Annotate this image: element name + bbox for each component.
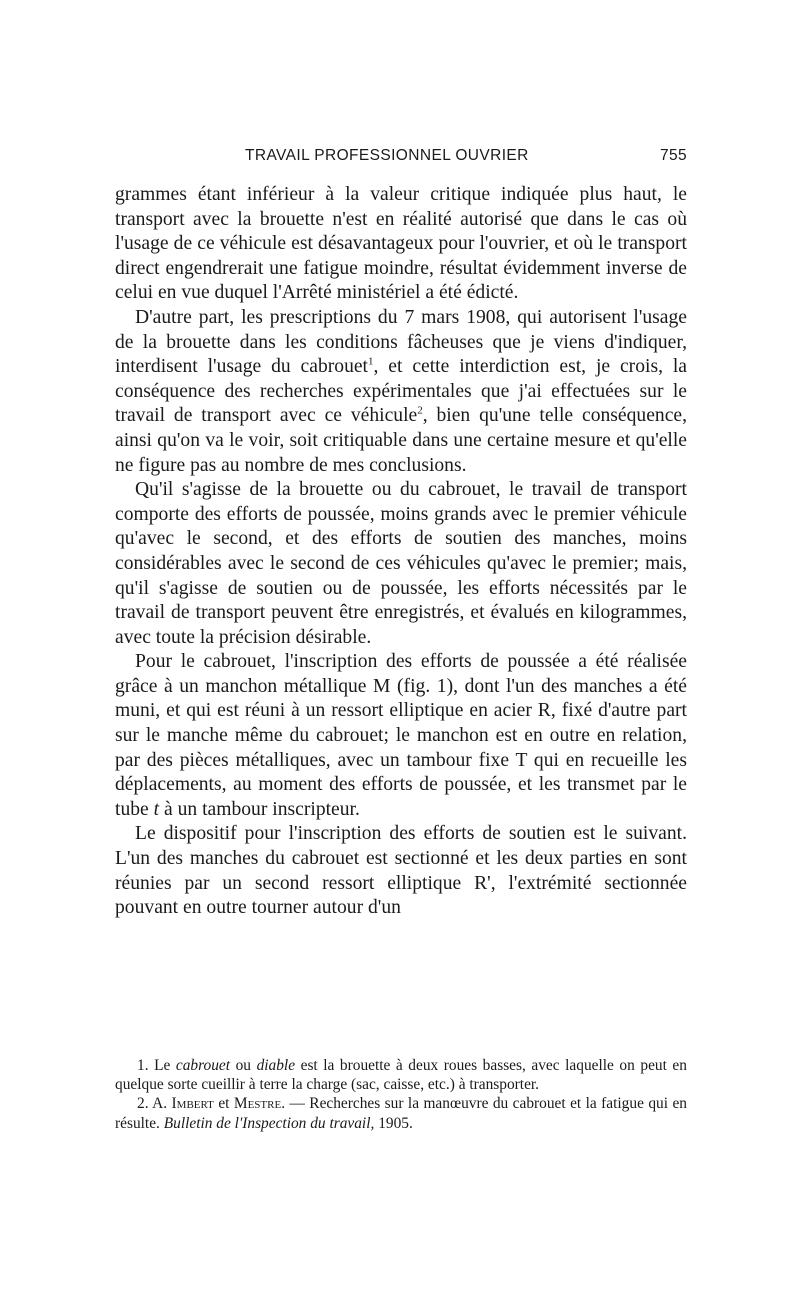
footnote-2 — [115, 1094, 687, 1132]
paragraph-4-tube-label: t — [153, 798, 160, 820]
footnote-ref-1: 1 — [368, 355, 374, 368]
page-number: 755 — [659, 147, 687, 164]
footnote-2-author-imbert: Imbert — [171, 1095, 214, 1113]
footnote-2-journal: Bulletin de l'Inspection du travail, — [163, 1114, 375, 1132]
paragraph-2 — [115, 306, 687, 478]
book-page — [115, 147, 687, 921]
body-text — [115, 183, 687, 921]
paragraph-2-part-a: D'autre part, les prescriptions du 7 mars 1908, qui autorisent l'usage de la brouette dans les conditions fâcheuses que je viens d'indiquer, interdisent l'usage du cabrouet — [115, 306, 687, 378]
footnote-1-text: est la brouette à deux roues basses, avec laquelle on peut en quelque sorte cueillir à terre la charge (sac, caisse, etc.) à transporter. — [115, 1057, 687, 1094]
footnote-2-year: 1905. — [378, 1114, 413, 1132]
paragraph-2-part-b: , et cette interdiction est, je crois, la conséquence des recherches expérimentales que j'ai effectuées sur le travail de transport avec ce véhicule — [115, 356, 687, 427]
paragraph-4-part-a: Pour le cabrouet, l'inscription des efforts de poussée a été réalisée grâce à un manchon métallique M (fig. 1), dont l'un des manches a été muni, et qui est réuni à un ressort elliptique en acier R, fixé d'autre part sur le manche même du cabrouet; le manchon est en outre en relation, par des pièces métalliques, avec un tambour fixe T qui en recueille les déplacements, au moment des efforts de poussée, et les transmet par le tube — [115, 651, 687, 820]
paragraph-1: grammes étant inférieur à la valeur critique indiquée plus haut, le transport avec la brouette n'est en réalité autorisé que dans le cas où l'usage de ce véhicule est désavantageux pour l'ouvrier, et où le transport direct engendrerait une fatigue moindre, résultat évidemment inverse de celui en vue duquel l'Arrêté ministériel a été édicté. — [115, 184, 687, 304]
footnote-2-author-mestre: Mestre. — [233, 1095, 286, 1113]
footnote-2-et: et — [218, 1095, 230, 1113]
footnote-1-number: 1. — [137, 1057, 149, 1074]
footnote-1-cabrouet: cabrouet — [175, 1057, 231, 1074]
paragraph-4 — [115, 650, 687, 822]
footnote-1 — [115, 1056, 687, 1094]
footnote-1-diable: diable — [256, 1057, 296, 1074]
footnote-1-le: Le — [154, 1057, 171, 1074]
paragraph-5: Le dispositif pour l'inscription des efforts de soutien est le suivant. L'un des manches du cabrouet est sectionné et les deux parties en sont réunies par un second ressort elliptique R', l'extrémité sectionnée pouvant en outre tourner autour d'un — [115, 823, 687, 919]
footnote-ref-2: 2 — [417, 404, 423, 417]
running-head — [115, 147, 687, 173]
running-title: TRAVAIL PROFESSIONNEL OUVRIER — [245, 147, 529, 164]
footnote-1-ou: ou — [235, 1057, 251, 1074]
paragraph-2-part-c: , bien qu'une telle conséquence, ainsi qu'on va le voir, soit critiquable dans une certaine mesure et qu'elle ne figure pas au nombre de mes conclusions. — [115, 405, 687, 476]
paragraph-4-part-b: à un tambour inscripteur. — [164, 798, 360, 820]
footnote-2-number: 2. — [137, 1095, 149, 1113]
footnote-2-initial: A. — [152, 1095, 168, 1113]
paragraph-3: Qu'il s'agisse de la brouette ou du cabrouet, le travail de transport comporte des efforts de poussée, moins grands avec le premier véhicule qu'avec le second, et des efforts de soutien des manches, moins considérables avec le second de ces véhicules qu'avec le premier; mais, qu'il s'agisse de soutien ou de poussée, les efforts nécessités par le travail de transport peuvent être enregistrés, et évalués en kilogrammes, avec toute la précision désirable. — [115, 479, 687, 648]
footnote-2-title: — Recherches sur la manœuvre du cabrouet et la fatigue qui en résulte. — [115, 1095, 687, 1132]
footnotes — [115, 1056, 687, 1133]
